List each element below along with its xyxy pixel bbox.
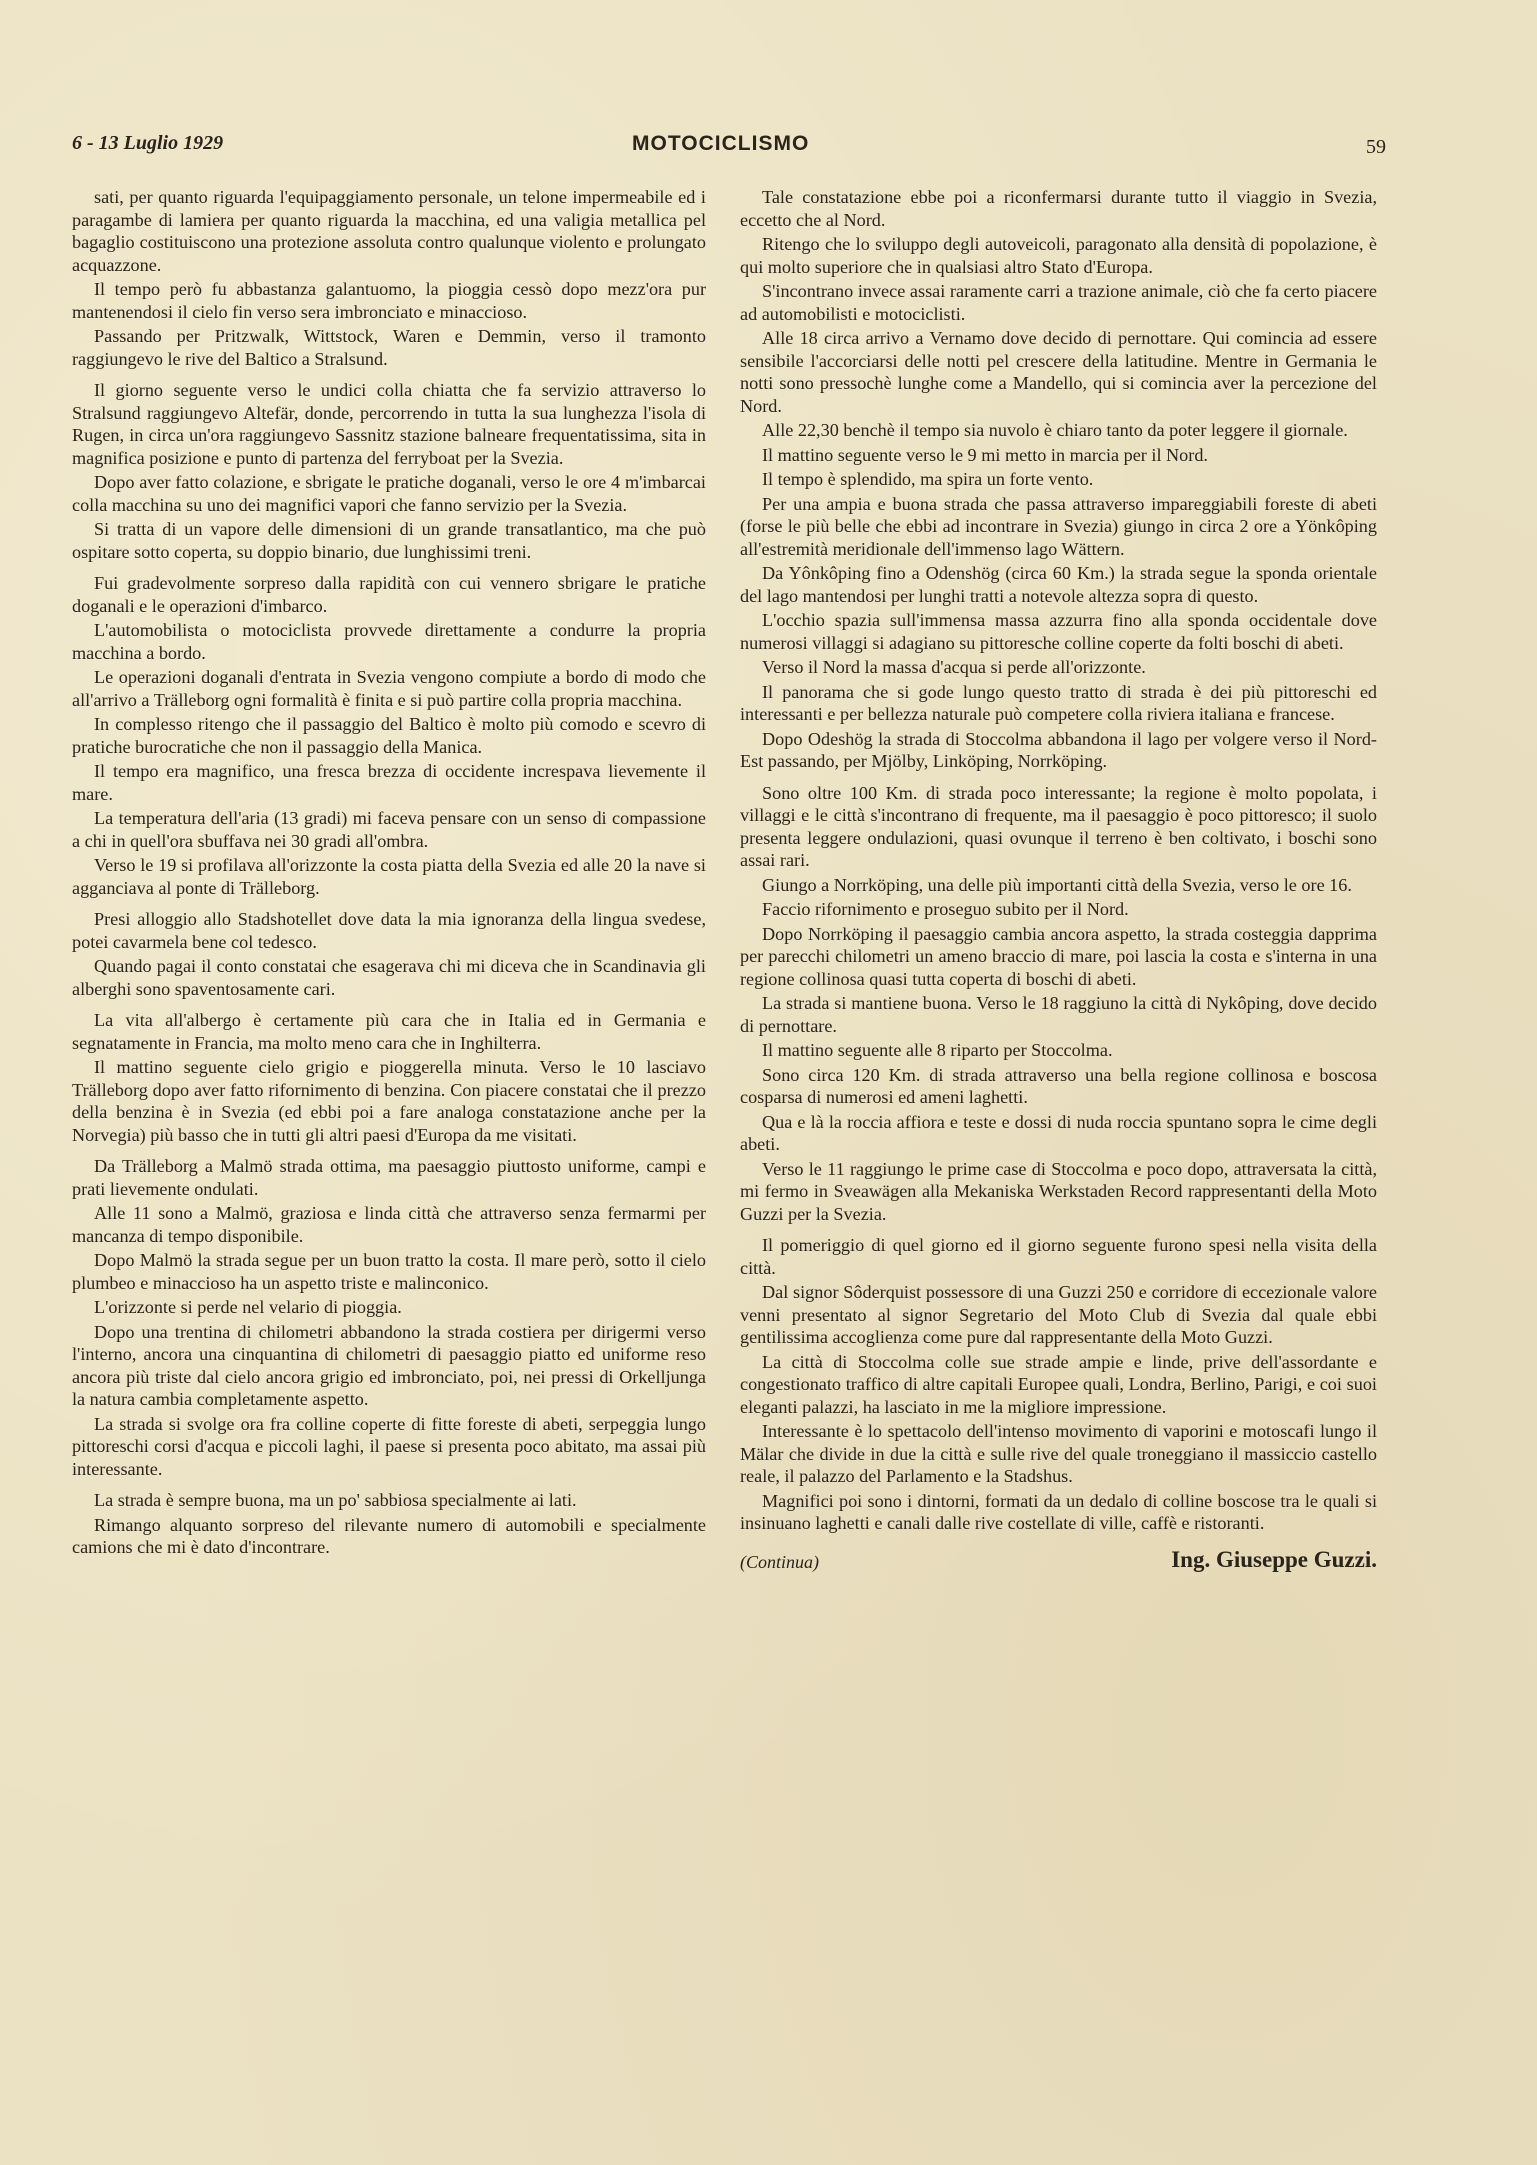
paragraph: La strada è sempre buona, ma un po' sabbiosa specialmente ai lati. [94, 1490, 577, 1510]
paragraph: S'incontrano invece assai raramente carri a trazione animale, ciò che fa certo piacere ad automobilisti e motociclisti. [740, 281, 1377, 324]
author-signature: Ing. Giuseppe Guzzi. [1171, 1546, 1377, 1572]
paragraph: Dal signor Sôderquist possessore di una Guzzi 250 e corridore di eccezionale valore venni presentato al signor Segretario del Moto Club di Svezia dal quale ebbi gentilissima accoglienza come pure dal rappresentante della Moto Guzzi. [740, 1282, 1377, 1347]
paragraph: Faccio rifornimento e proseguo subito per il Nord. [762, 899, 1129, 919]
paragraph: Il mattino seguente verso le 9 mi metto in marcia per il Nord. [762, 444, 1208, 465]
paragraph: L'orizzonte si perde nel velario di pioggia. [94, 1297, 402, 1317]
paragraph: Interessante è lo spettacolo dell'intenso movimento di vaporini e motoscafi lungo il Mälar che divide in due la città e sulle rive del quale troneggiano il massiccio castello reale, il palazzo del Parlamento e la Stadshus. [740, 1421, 1377, 1486]
paragraph: Il mattino seguente alle 8 riparto per Stoccolma. [762, 1040, 1113, 1060]
continued-note: (Continua) [740, 1551, 819, 1572]
paragraph: Il panorama che si gode lungo questo tratto di strada è dei più pittoreschi ed interessanti e per bellezza naturale può competere colla riviera italiana e francese. [740, 681, 1377, 724]
paragraph: Le operazioni doganali d'entrata in Svezia vengono compiute a bordo di modo che all'arrivo a Trälleborg ogni formalità è finita e si può partire colla propria macchina. [72, 667, 706, 710]
paragraph: Passando per Pritzwalk, Wittstock, Waren e Demmin, verso il tramonto raggiungevo le rive del Baltico a Stralsund. [72, 326, 706, 369]
paragraph: Dopo Norrköping il paesaggio cambia ancora aspetto, la strada costeggia dapprima per parecchi chilometri un ameno braccio di mare, poi lascia la costa e s'interna in una regione collinosa quasi tutta coperta di boschi di abeti. [740, 923, 1377, 989]
paragraph: Il tempo però fu abbastanza galantuomo, la pioggia cessò dopo mezz'ora pur mantenendosi il cielo fin verso sera imbronciato e minaccioso. [72, 279, 706, 322]
paragraph: Sono oltre 100 Km. di strada poco interessante; la regione è molto popolata, i villaggi e le città s'incontrano di frequente, ma il paesaggio è poco pittoresco; il suolo presenta leggere ondulazioni, quasi ovunque il terreno è ben coltivato, i boschi sono assai rari. [740, 782, 1377, 870]
paragraph: Fui gradevolmente sorpreso dalla rapidità con cui vennero sbrigare le pratiche doganali e le operazioni d'imbarco. [72, 573, 706, 616]
paragraph: Alle 18 circa arrivo a Vernamo dove decido di pernottare. Qui comincia ad essere sensibile l'accorciarsi delle notti pel crescere della latitudine. Mentre in Germania le notti sono pressochè lunghe come a Mandello, qui si comincia aver la percezione del Nord. [740, 328, 1377, 416]
paragraph: Il giorno seguente verso le undici colla chiatta che fa servizio attraverso lo Stralsund raggiungevo Altefär, donde, percorrendo in tutta la sua lunghezza l'isola di Rugen, in circa un'ora raggiungevo Sassnitz stazione balneare frequentatissima, sita in magnifica posizione e punto di partenza del ferryboat per la Svezia. [72, 380, 706, 468]
paragraph: Verso il Nord la massa d'acqua si perde all'orizzonte. [762, 657, 1146, 677]
paragraph: La strada si svolge ora fra colline coperte di fitte foreste di abeti, serpeggia lungo pittoreschi corsi d'acqua e piccoli laghi, il paese si presenta poco abitato, ma assai più interessante. [72, 1413, 706, 1479]
left-column [72, 186, 706, 1561]
paragraph: Alle 11 sono a Malmö, graziosa e linda città che attraverso senza fermarmi per mancanza di tempo disponibile. [72, 1203, 706, 1246]
paragraph: Ritengo che lo sviluppo degli autoveicoli, paragonato alla densità di popolazione, è qui molto superiore che in qualsiasi altro Stato d'Europa. [740, 234, 1377, 277]
paragraph: Da Trälleborg a Malmö strada ottima, ma paesaggio piuttosto uniforme, campi e prati lievemente ondulati. [72, 1156, 706, 1199]
paragraph: La città di Stoccolma colle sue strade ampie e linde, prive dell'assordante e congestionato traffico di altre capitali Europee quali, Londra, Berlino, Parigi, e coi suoi eleganti palazzi, ha lasciato in me la migliore impressione. [740, 1351, 1377, 1417]
paragraph: Il pomeriggio di quel giorno ed il giorno seguente furono spesi nella visita della città. [740, 1235, 1377, 1278]
paragraph: Sono circa 120 Km. di strada attraverso una bella regione collinosa e boscosa cosparsa di numerosi ed ameni laghetti. [740, 1064, 1377, 1107]
paragraph: La strada si mantiene buona. Verso le 18 raggiuno la città di Nykôping, dove decido di pernottare. [740, 993, 1377, 1036]
paragraph: Rimango alquanto sorpreso del rilevante numero di automobili e specialmente camions che mi è dato d'incontrare. [72, 1514, 706, 1557]
paragraph: Quando pagai il conto constatai che esagerava chi mi diceva che in Scandinavia gli alberghi sono spaventosamente cari. [72, 956, 706, 999]
paragraph: Dopo una trentina di chilometri abbandono la strada costiera per dirigermi verso l'interno, ancora una cinquantina di chilometri di paesaggio piatto ed uniforme reso ancora più triste dal cielo ancora grigio ed imbronciato, poi, nei pressi di Orkelljunga la natura cambia completamente aspetto. [72, 1321, 706, 1409]
paragraph: La temperatura dell'aria (13 gradi) mi faceva pensare con un senso di compassione a chi in quell'ora sbuffava nei 30 gradi all'ombra. [72, 808, 706, 851]
journal-title: MOTOCICLISMO [632, 132, 810, 155]
paragraph: Tale constatazione ebbe poi a riconfermarsi durante tutto il viaggio in Svezia, eccetto che al Nord. [740, 187, 1377, 230]
paragraph: Presi alloggio allo Stadshotellet dove data la mia ignoranza della lingua svedese, potei cavarmela bene col tedesco. [72, 909, 706, 952]
paragraph: Da Yônkôping fino a Odenshög (circa 60 Km.) la strada segue la sponda orientale del lago mantendosi per lunghi tratti a notevole altezza sopra di questo. [740, 563, 1377, 606]
paragraph: Verso le 11 raggiungo le prime case di Stoccolma e poco dopo, attraversata la città, mi fermo in Sveawägen alla Mekaniska Werkstaden Record rappresentanti della Moto Guzzi per la Svezia. [740, 1158, 1377, 1224]
paragraph: L'automobilista o motociclista provvede direttamente a condurre la propria macchina a bordo. [72, 620, 706, 663]
page-header [72, 128, 1386, 164]
paragraph: La vita all'albergo è certamente più cara che in Italia ed in Germania e segnatamente in Francia, ma molto meno cara che in Inghilterra. [72, 1010, 706, 1053]
page-number: 59 [1366, 136, 1386, 158]
paragraph: Per una ampia e buona strada che passa attraverso impareggiabili foreste di abeti (forse le più belle che ebbi ad incontrare in Svezia) giungo in circa 2 ore a Yönkôping all'estremità meridionale dell'immenso lago Wättern. [740, 493, 1377, 559]
paragraph: In complesso ritengo che il passaggio del Baltico è molto più comodo e scevro di pratiche burocratiche che non il passaggio della Manica. [72, 714, 706, 757]
paragraph: Verso le 19 si profilava all'orizzonte la costa piatta della Svezia ed alle 20 la nave si agganciava al ponte di Trälleborg. [72, 855, 706, 898]
article-signoff [740, 1546, 1377, 1579]
paragraph: Si tratta di un vapore delle dimensioni di un grande transatlantico, ma che può ospitare sotto coperta, su doppio binario, due lunghissimi treni. [72, 519, 706, 562]
paragraph: Il mattino seguente cielo grigio e pioggerella minuta. Verso le 10 lasciavo Trälleborg dopo aver fatto rifornimento di benzina. Con piacere constatai che il prezzo della benzina è in Svezia (ed ebbi poi a fare analoga constatazione anche per la Norvegia) più basso che in tutti gli altri paesi d'Europa da me visitati. [72, 1057, 706, 1145]
paragraph: Qua e là la roccia affiora e teste e dossi di nuda roccia spuntano sopra le cime degli abeti. [740, 1111, 1377, 1154]
right-column [740, 186, 1377, 1579]
paragraph: Dopo Malmö la strada segue per un buon tratto la costa. Il mare però, sotto il cielo plumbeo e minaccioso ha un aspetto triste e malinconico. [72, 1250, 706, 1293]
paragraph: Dopo aver fatto colazione, e sbrigate le pratiche doganali, verso le ore 4 m'imbarcai colla macchina su uno dei magnifici vapori che fanno servizio per la Svezia. [72, 472, 706, 515]
paragraph: Magnifici poi sono i dintorni, formati da un dedalo di colline boscose tra le quali si insinuano laghetti e canali dalle rive costellate di ville, caffè e ristoranti. [740, 1490, 1377, 1533]
paragraph: Il tempo era magnifico, una fresca brezza di occidente increspava lievemente il mare. [72, 761, 706, 804]
paragraph: Dopo Odeshög la strada di Stoccolma abbandona il lago per volgere verso il Nord-Est passando, per Mjölby, Linköping, Norrköping. [740, 728, 1377, 771]
paragraph: L'occhio spazia sull'immensa massa azzurra fino alla sponda occidentale dove numerosi villaggi si adagiano su pittoresche colline coperte da folti boschi di abeti. [740, 610, 1377, 653]
issue-date: 6 - 13 Luglio 1929 [72, 132, 224, 154]
paragraph: Il tempo è splendido, ma spira un forte vento. [762, 469, 1094, 489]
paragraph: sati, per quanto riguarda l'equipaggiamento personale, un telone impermeabile ed i paragambe di lamiera per quanto riguarda la macchina, ed una valigia metallica pel bagaglio costituiscono una protezione assoluta contro qualunque violento e prolungato acquazzone. [72, 187, 706, 275]
paragraph: Alle 22,30 benchè il tempo sia nuvolo è chiaro tanto da poter leggere il giornale. [762, 420, 1348, 440]
paragraph: Giungo a Norrköping, una delle più importanti città della Svezia, verso le ore 16. [762, 874, 1352, 895]
